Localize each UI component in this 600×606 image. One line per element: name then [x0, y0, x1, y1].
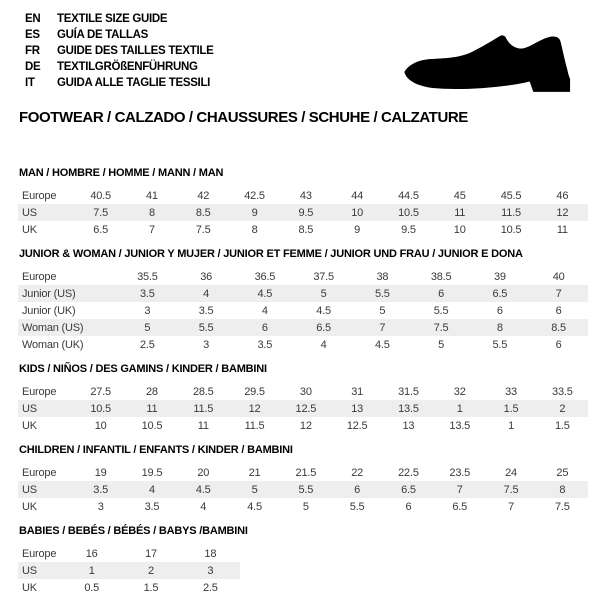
size-cell: 3	[97, 500, 104, 513]
size-table	[18, 268, 588, 353]
size-cell: 10.5	[500, 223, 522, 236]
size-cell: 8	[559, 483, 566, 496]
size-section	[18, 167, 588, 238]
size-cell: 21.5	[295, 466, 317, 479]
size-cell: 6	[555, 338, 562, 351]
size-cell: 45	[453, 189, 466, 202]
size-row	[18, 221, 588, 238]
size-section-title: MAN / HOMBRE / HOMME / MANN / MAN	[19, 167, 224, 179]
size-cell: 10	[94, 419, 107, 432]
size-cell: 12.5	[295, 402, 317, 415]
size-cell: 6.5	[452, 500, 468, 513]
size-cell: 22	[351, 466, 364, 479]
language-row	[25, 75, 214, 91]
size-cell: 43	[299, 189, 312, 202]
size-row-label: US	[22, 564, 37, 577]
size-cell: 7	[379, 321, 386, 334]
size-cell: 12	[248, 402, 261, 415]
size-cell: 5	[320, 287, 327, 300]
size-cell: 37.5	[313, 270, 334, 283]
size-cell: 40.5	[90, 189, 111, 202]
category-title: FOOTWEAR / CALZADO / CHAUSSURES / SCHUHE / CALZATURE	[19, 109, 468, 126]
size-row-label: UK	[22, 581, 37, 594]
size-cell: 29.5	[244, 385, 265, 398]
size-cell: 11.5	[244, 419, 265, 432]
size-cell: 36	[200, 270, 213, 283]
size-cell: 36.5	[254, 270, 276, 283]
size-cell: 1	[88, 564, 95, 577]
size-cell: 13	[351, 402, 364, 415]
size-cell: 42	[197, 189, 210, 202]
size-row-label: UK	[22, 223, 37, 236]
size-cell: 11.5	[193, 402, 214, 415]
size-row	[18, 464, 588, 481]
size-row	[18, 579, 240, 596]
size-row-label: US	[22, 206, 37, 219]
language-label: TEXTILE SIZE GUIDE	[57, 13, 168, 25]
size-cell: 30	[299, 385, 312, 398]
size-cell: 1	[456, 402, 463, 415]
size-cell: 4.5	[247, 500, 262, 513]
size-cell: 10.5	[90, 402, 111, 415]
language-label: GUIDA ALLE TAGLIE TESSILI	[57, 77, 211, 89]
size-cell: 7	[555, 287, 562, 300]
size-cell: 4	[148, 483, 155, 496]
size-row-label: Europe	[22, 547, 57, 560]
language-code: EN	[25, 13, 41, 25]
size-cell: 6.5	[401, 483, 416, 496]
size-cell: 6	[405, 500, 412, 513]
dress-shoe-icon	[392, 25, 590, 105]
size-cell: 7.5	[554, 500, 570, 513]
size-row-label: Junior (UK)	[22, 304, 76, 317]
size-cell: 5	[144, 321, 151, 334]
language-label: TEXTILGRÖßENFÜHRUNG	[57, 61, 198, 73]
size-section-title: JUNIOR & WOMAN / JUNIOR Y MUJER / JUNIOR ET FEMME / JUNIOR UND FRAU / JUNIOR E DONA	[19, 248, 523, 260]
size-row-label: Europe	[22, 466, 57, 479]
size-cell: 4.5	[375, 338, 390, 351]
size-cell: 3.5	[93, 483, 108, 496]
language-label: GUÍA DE TALLAS	[57, 29, 148, 41]
size-row-label: Woman (US)	[22, 321, 84, 334]
size-cell: 8.5	[298, 223, 314, 236]
size-cell: 44	[351, 189, 364, 202]
size-cell: 1	[508, 419, 514, 432]
size-cell: 11	[197, 419, 209, 432]
size-row	[18, 481, 588, 498]
size-cell: 8	[251, 223, 258, 236]
size-cell: 4	[261, 304, 268, 317]
size-row	[18, 302, 588, 319]
size-cell: 2.5	[202, 581, 218, 594]
size-cell: 6	[261, 321, 268, 334]
size-cell: 6	[555, 304, 562, 317]
size-cell: 12	[299, 419, 312, 432]
size-cell: 6.5	[316, 321, 331, 334]
size-row-label: Junior (US)	[22, 287, 76, 300]
size-cell: 8	[496, 321, 503, 334]
size-cell: 38.5	[430, 270, 452, 283]
size-section	[18, 525, 588, 596]
size-cell: 5.5	[375, 287, 390, 300]
size-cell: 11	[454, 206, 466, 219]
size-row	[18, 204, 588, 221]
size-cell: 7.5	[195, 223, 211, 236]
size-cell: 5.5	[492, 338, 508, 351]
size-cell: 40	[552, 270, 565, 283]
size-row	[18, 545, 240, 562]
size-tables	[18, 167, 588, 606]
language-label: GUIDE DES TAILLES TEXTILE	[57, 45, 214, 57]
size-cell: 8	[148, 206, 155, 219]
size-cell: 8.5	[195, 206, 211, 219]
size-cell: 17	[145, 547, 157, 560]
size-cell: 11.5	[501, 206, 521, 219]
size-cell: 11	[556, 223, 568, 236]
size-cell: 10	[453, 223, 466, 236]
size-cell: 12	[556, 206, 569, 219]
size-cell: 5	[251, 483, 258, 496]
size-cell: 20	[197, 466, 210, 479]
language-code: IT	[25, 77, 35, 89]
size-table	[18, 187, 588, 238]
size-cell: 10.5	[141, 419, 163, 432]
size-section	[18, 363, 588, 434]
size-cell: 19.5	[141, 466, 163, 479]
size-cell: 13.5	[449, 419, 471, 432]
size-cell: 5	[379, 304, 386, 317]
size-section-title: KIDS / NIÑOS / DES GAMINS / KINDER / BAMBINI	[19, 363, 267, 375]
size-row-label: Woman (UK)	[22, 338, 84, 351]
size-cell: 1.5	[143, 581, 159, 594]
size-cell: 3	[207, 564, 214, 577]
size-table	[18, 464, 588, 515]
size-section-title: BABIES / BEBÉS / BÉBÉS / BABYS /BAMBINI	[19, 525, 248, 537]
size-cell: 5.5	[433, 304, 449, 317]
size-cell: 32	[453, 385, 466, 398]
size-cell: 7	[456, 483, 463, 496]
size-cell: 7.5	[433, 321, 449, 334]
size-row	[18, 187, 588, 204]
size-cell: 6	[438, 287, 445, 300]
size-cell: 4.5	[195, 483, 211, 496]
size-cell: 5	[438, 338, 445, 351]
size-row	[18, 319, 588, 336]
size-cell: 46	[556, 189, 569, 202]
language-row	[25, 27, 214, 43]
size-row	[18, 268, 588, 285]
size-row	[18, 383, 588, 400]
size-cell: 42.5	[244, 189, 265, 202]
size-row	[18, 417, 588, 434]
size-cell: 1.5	[503, 402, 519, 415]
size-cell: 3.5	[198, 304, 214, 317]
size-cell: 4.5	[316, 304, 331, 317]
size-cell: 31	[351, 385, 364, 398]
language-row	[25, 59, 214, 75]
size-cell: 4	[320, 338, 327, 351]
size-cell: 25	[556, 466, 569, 479]
size-cell: 11	[146, 402, 158, 415]
language-row	[25, 11, 214, 27]
size-cell: 0.5	[84, 581, 100, 594]
size-cell: 16	[85, 547, 98, 560]
size-cell: 1.5	[554, 419, 570, 432]
size-cell: 4.5	[257, 287, 273, 300]
size-row-label: UK	[22, 500, 37, 513]
size-cell: 4	[200, 500, 207, 513]
size-cell: 35.5	[137, 270, 158, 283]
size-cell: 24	[505, 466, 517, 479]
size-cell: 28.5	[192, 385, 214, 398]
size-row	[18, 498, 588, 515]
size-cell: 4	[203, 287, 210, 300]
size-cell: 33	[505, 385, 517, 398]
size-row-label: Europe	[22, 189, 57, 202]
size-cell: 3	[144, 304, 151, 317]
language-code: ES	[25, 29, 40, 41]
size-cell: 5	[302, 500, 309, 513]
size-cell: 5.5	[298, 483, 314, 496]
size-cell: 8.5	[551, 321, 566, 334]
size-cell: 5.5	[198, 321, 214, 334]
size-cell: 7	[148, 223, 155, 236]
size-cell: 5.5	[349, 500, 365, 513]
size-cell: 9	[354, 223, 361, 236]
size-row-label: UK	[22, 419, 37, 432]
size-cell: 18	[204, 547, 217, 560]
size-cell: 2	[559, 402, 566, 415]
size-cell: 13.5	[398, 402, 419, 415]
size-cell: 9.5	[401, 223, 416, 236]
size-row	[18, 336, 588, 353]
size-row-label: US	[22, 483, 37, 496]
size-cell: 41	[146, 189, 158, 202]
size-row	[18, 562, 240, 579]
size-cell: 2.5	[140, 338, 155, 351]
size-row	[18, 400, 588, 417]
language-code: FR	[25, 45, 40, 57]
language-code: DE	[25, 61, 41, 73]
size-cell: 7	[508, 500, 514, 513]
size-cell: 3	[203, 338, 210, 351]
size-row	[18, 285, 588, 302]
size-table	[18, 545, 240, 596]
size-cell: 22.5	[398, 466, 419, 479]
size-cell: 38	[376, 270, 389, 283]
size-cell: 10	[351, 206, 364, 219]
size-cell: 31.5	[398, 385, 419, 398]
size-cell: 6	[354, 483, 361, 496]
size-cell: 9.5	[298, 206, 314, 219]
size-table	[18, 383, 588, 434]
size-cell: 3.5	[257, 338, 273, 351]
size-section	[18, 444, 588, 515]
size-row-label: Europe	[22, 385, 57, 398]
size-cell: 27.5	[90, 385, 111, 398]
size-section-title: CHILDREN / INFANTIL / ENFANTS / KINDER / BAMBINI	[19, 444, 293, 456]
size-cell: 3.5	[140, 287, 155, 300]
size-cell: 45.5	[500, 189, 522, 202]
size-row-label: US	[22, 402, 37, 415]
size-cell: 10.5	[398, 206, 419, 219]
size-cell: 7.5	[93, 206, 108, 219]
size-cell: 2	[148, 564, 154, 577]
size-cell: 13	[402, 419, 415, 432]
size-cell: 7.5	[503, 483, 519, 496]
size-cell: 12.5	[346, 419, 368, 432]
language-row	[25, 43, 214, 59]
size-cell: 39	[493, 270, 506, 283]
size-cell: 3.5	[144, 500, 160, 513]
size-cell: 6	[496, 304, 503, 317]
size-cell: 6.5	[93, 223, 108, 236]
size-cell: 9	[251, 206, 258, 219]
size-cell: 19	[94, 466, 107, 479]
size-row-label: Europe	[22, 270, 57, 283]
size-cell: 44.5	[398, 189, 419, 202]
size-section	[18, 248, 588, 353]
size-cell: 6.5	[492, 287, 508, 300]
size-cell: 33.5	[552, 385, 573, 398]
size-cell: 21	[248, 466, 261, 479]
size-cell: 28	[146, 385, 158, 398]
size-cell: 23.5	[449, 466, 471, 479]
language-list	[25, 11, 214, 91]
